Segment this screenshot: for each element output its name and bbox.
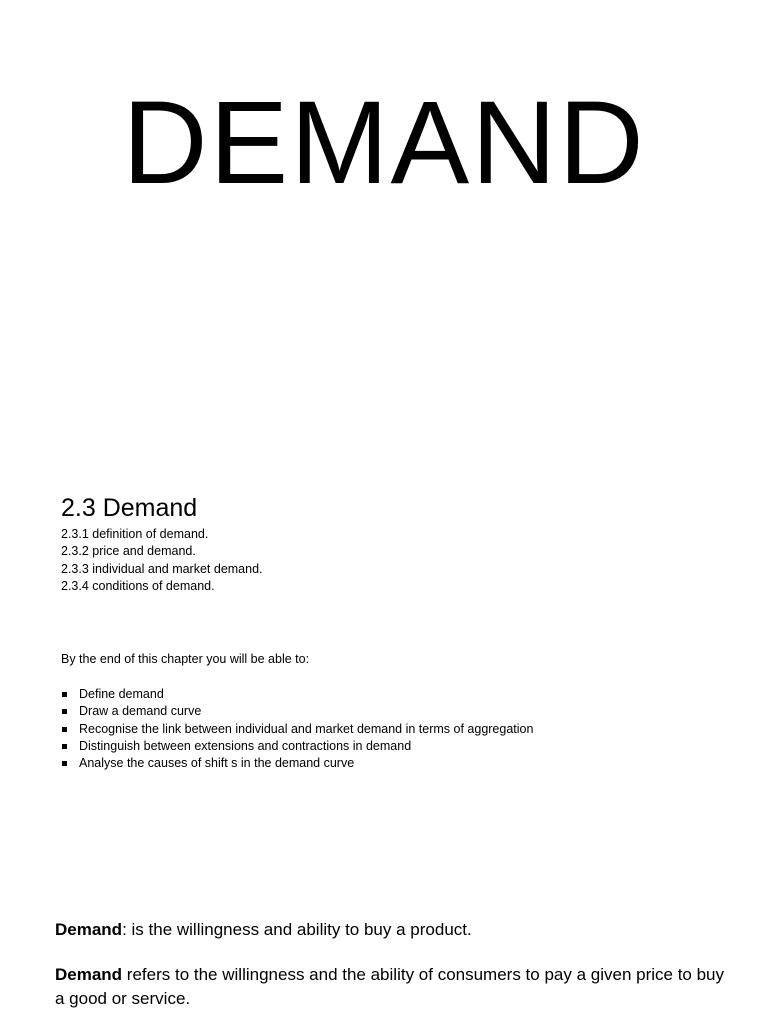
objective-item [61, 738, 533, 755]
objective-text: Draw a demand curve [79, 704, 202, 719]
square-bullet-icon [62, 709, 67, 714]
objectives-list [61, 686, 533, 772]
definition-long [55, 963, 735, 1011]
definition-term: Demand [55, 965, 123, 984]
objective-item [61, 703, 533, 720]
square-bullet-icon [62, 744, 67, 749]
square-bullet-icon [62, 692, 67, 697]
subsection-item: 2.3.2 price and demand. [61, 544, 196, 559]
square-bullet-icon [62, 761, 67, 766]
subsection-item: 2.3.3 individual and market demand. [61, 561, 263, 576]
objective-item [61, 721, 533, 738]
square-bullet-icon [62, 727, 67, 732]
section-heading: 2.3 Demand [61, 494, 198, 522]
subsection-item: 2.3.4 conditions of demand. [61, 578, 215, 593]
objective-text: Distinguish between extensions and contractions in demand [79, 738, 412, 753]
objective-text: Analyse the causes of shift s in the demand curve [79, 756, 355, 771]
objective-text: Recognise the link between individual and market demand in terms of aggregation [79, 721, 534, 736]
objective-text: Define demand [79, 687, 164, 701]
definition-text: refers to the willingness and the ability of consumers to pay a given price to buy a good or service. [55, 965, 725, 1008]
definition-text: : is the willingness and ability to buy a product. [122, 920, 472, 939]
definition-short [55, 918, 472, 941]
objective-item [61, 686, 533, 703]
objectives-intro: By the end of this chapter you will be able to: [61, 652, 310, 666]
definition-term: Demand [55, 920, 123, 939]
subsection-item: 2.3.1 definition of demand. [61, 527, 209, 541]
subsection-list [61, 526, 263, 595]
objective-item [61, 755, 533, 772]
document-title: DEMAND [122, 77, 646, 209]
